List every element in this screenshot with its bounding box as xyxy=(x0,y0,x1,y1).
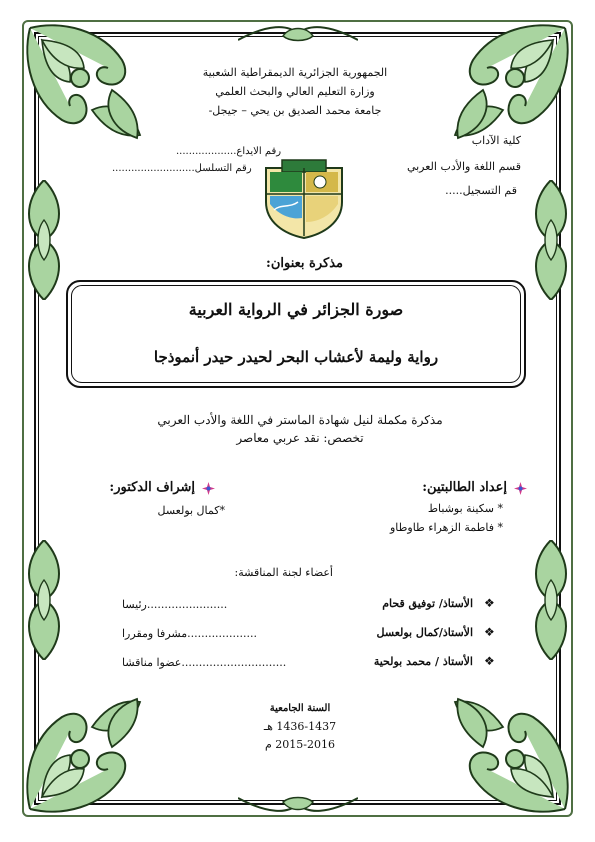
student-name-1: * سكينة بوشباط xyxy=(427,502,503,515)
corner-ornament-top-right xyxy=(443,20,573,150)
serial-number: رقم التسلسل.......................... xyxy=(112,163,252,174)
thesis-title: صورة الجزائر في الرواية العربية xyxy=(188,300,404,319)
supervisor-heading: إشراف الدكتور: xyxy=(109,480,195,495)
registration-number: قم التسجيل..... xyxy=(445,184,517,197)
flower-bullet-icon xyxy=(202,482,215,495)
republic-name: الجمهورية الجزائرية الديمقراطية الشعبية xyxy=(202,66,388,79)
university-name: جامعة محمد الصديق بن يحي – جيجل- xyxy=(208,104,382,117)
committee-member-2-name: الأستاذ/كمال بولعسل xyxy=(376,626,473,639)
academic-year-hijri: 1436-1437 هـ xyxy=(263,720,337,733)
corner-ornament-bottom-right xyxy=(443,687,573,817)
corner-ornament-top-left xyxy=(22,20,152,150)
side-ornament-right-lower xyxy=(531,540,571,660)
memo-label: مذكرة بعنوان: xyxy=(266,256,343,271)
academic-year-gregorian: 2015-2016 م xyxy=(264,738,336,751)
specialty-line: تخصص: نقد عربي معاصر xyxy=(236,431,364,445)
degree-line: مذكرة مكملة لنيل شهادة الماستر في اللغة والأدب العربي xyxy=(157,413,443,427)
diamond-bullet-icon: ❖ xyxy=(484,625,495,639)
deposit-number: رقم الايداع................... xyxy=(176,146,282,157)
department-name: قسم اللغة والأدب العربي xyxy=(406,160,521,173)
thesis-subtitle: رواية وليمة لأعشاب البحر لحيدر حيدر أنموذجا xyxy=(153,348,439,366)
diamond-bullet-icon: ❖ xyxy=(484,596,495,610)
bottom-center-ornament xyxy=(238,794,358,816)
side-ornament-right-upper xyxy=(531,180,571,300)
supervisor-name: *كمال بولعسل xyxy=(157,504,225,517)
committee-heading: أعضاء لجنة المناقشة: xyxy=(234,566,333,579)
academic-year-label: السنة الجامعية xyxy=(269,703,331,714)
committee-member-3-name: الأستاذ / محمد بولحية xyxy=(373,655,473,668)
committee-member-2-role: ....................مشرفا ومقررا xyxy=(122,627,258,640)
side-ornament-left-upper xyxy=(24,180,64,300)
top-center-ornament xyxy=(238,22,358,44)
students-heading: إعداد الطالبتين: xyxy=(422,480,507,495)
university-logo xyxy=(260,158,348,240)
committee-member-1-role: .......................رئيسا xyxy=(122,598,228,611)
student-name-2: * فاطمة الزهراء طاوطاو xyxy=(389,521,503,534)
committee-member-3-role: ..............................عضوا مناقشا xyxy=(122,656,287,669)
side-ornament-left-lower xyxy=(24,540,64,660)
faculty-name: كلية الآداب xyxy=(471,134,521,147)
committee-member-1-name: الأستاذ/ توفيق قحام xyxy=(382,597,473,610)
flower-bullet-icon xyxy=(514,482,527,495)
ministry-name: وزارة التعليم العالي والبحث العلمي xyxy=(215,85,375,98)
corner-ornament-bottom-left xyxy=(22,687,152,817)
diamond-bullet-icon: ❖ xyxy=(484,654,495,668)
